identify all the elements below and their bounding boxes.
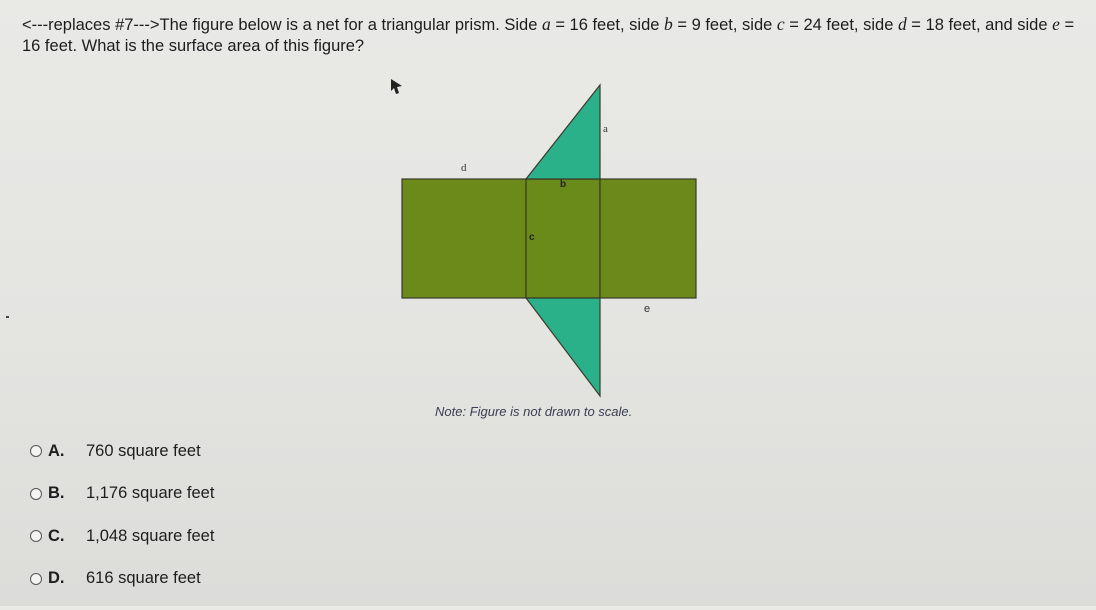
choice-b[interactable] — [30, 483, 214, 505]
choice-text: 1,176 square feet — [86, 484, 215, 502]
side-b-label: b — [560, 179, 567, 190]
choice-letter: C. — [48, 526, 65, 545]
mouse-pointer-icon — [390, 78, 404, 96]
choice-text: 1,048 square feet — [86, 526, 215, 545]
choice-a[interactable] — [30, 440, 214, 462]
choice-letter: A. — [48, 441, 65, 460]
side-a-label: a — [603, 123, 608, 135]
radio-button-icon[interactable] — [30, 573, 42, 585]
side-c-label: c — [529, 232, 535, 243]
right-rectangle-face — [600, 179, 696, 298]
bottom-triangle-face — [526, 298, 600, 396]
prism-net-figure — [390, 78, 710, 408]
middle-rectangle-face — [526, 179, 600, 298]
choice-d[interactable] — [30, 568, 214, 590]
radio-button-icon[interactable] — [30, 530, 42, 542]
figure-note: Note: Figure is not drawn to scale. — [435, 404, 633, 419]
choice-text: 760 square feet — [86, 441, 201, 460]
choice-text: 616 square feet — [86, 569, 201, 587]
choice-letter: D. — [48, 569, 65, 587]
left-rectangle-face — [402, 179, 526, 298]
radio-button-icon[interactable] — [30, 488, 42, 500]
radio-button-icon[interactable] — [30, 445, 42, 457]
choice-letter: B. — [48, 484, 65, 502]
question-text: <---replaces #7--->The figure below is a net for a triangular prism. Side a = 16 feet, side b = 9 feet, side c = 24 feet, side d = 18 feet, and side e = 16 feet. What is the surface area of this figure? — [22, 14, 1075, 55]
prism-net-diagram — [390, 78, 710, 408]
top-triangle-face — [526, 85, 600, 179]
screen-speck — [6, 316, 9, 318]
choice-c[interactable] — [30, 525, 214, 547]
answer-choices — [30, 440, 214, 610]
side-e-label: e — [644, 303, 651, 315]
side-d-label: d — [461, 162, 467, 174]
